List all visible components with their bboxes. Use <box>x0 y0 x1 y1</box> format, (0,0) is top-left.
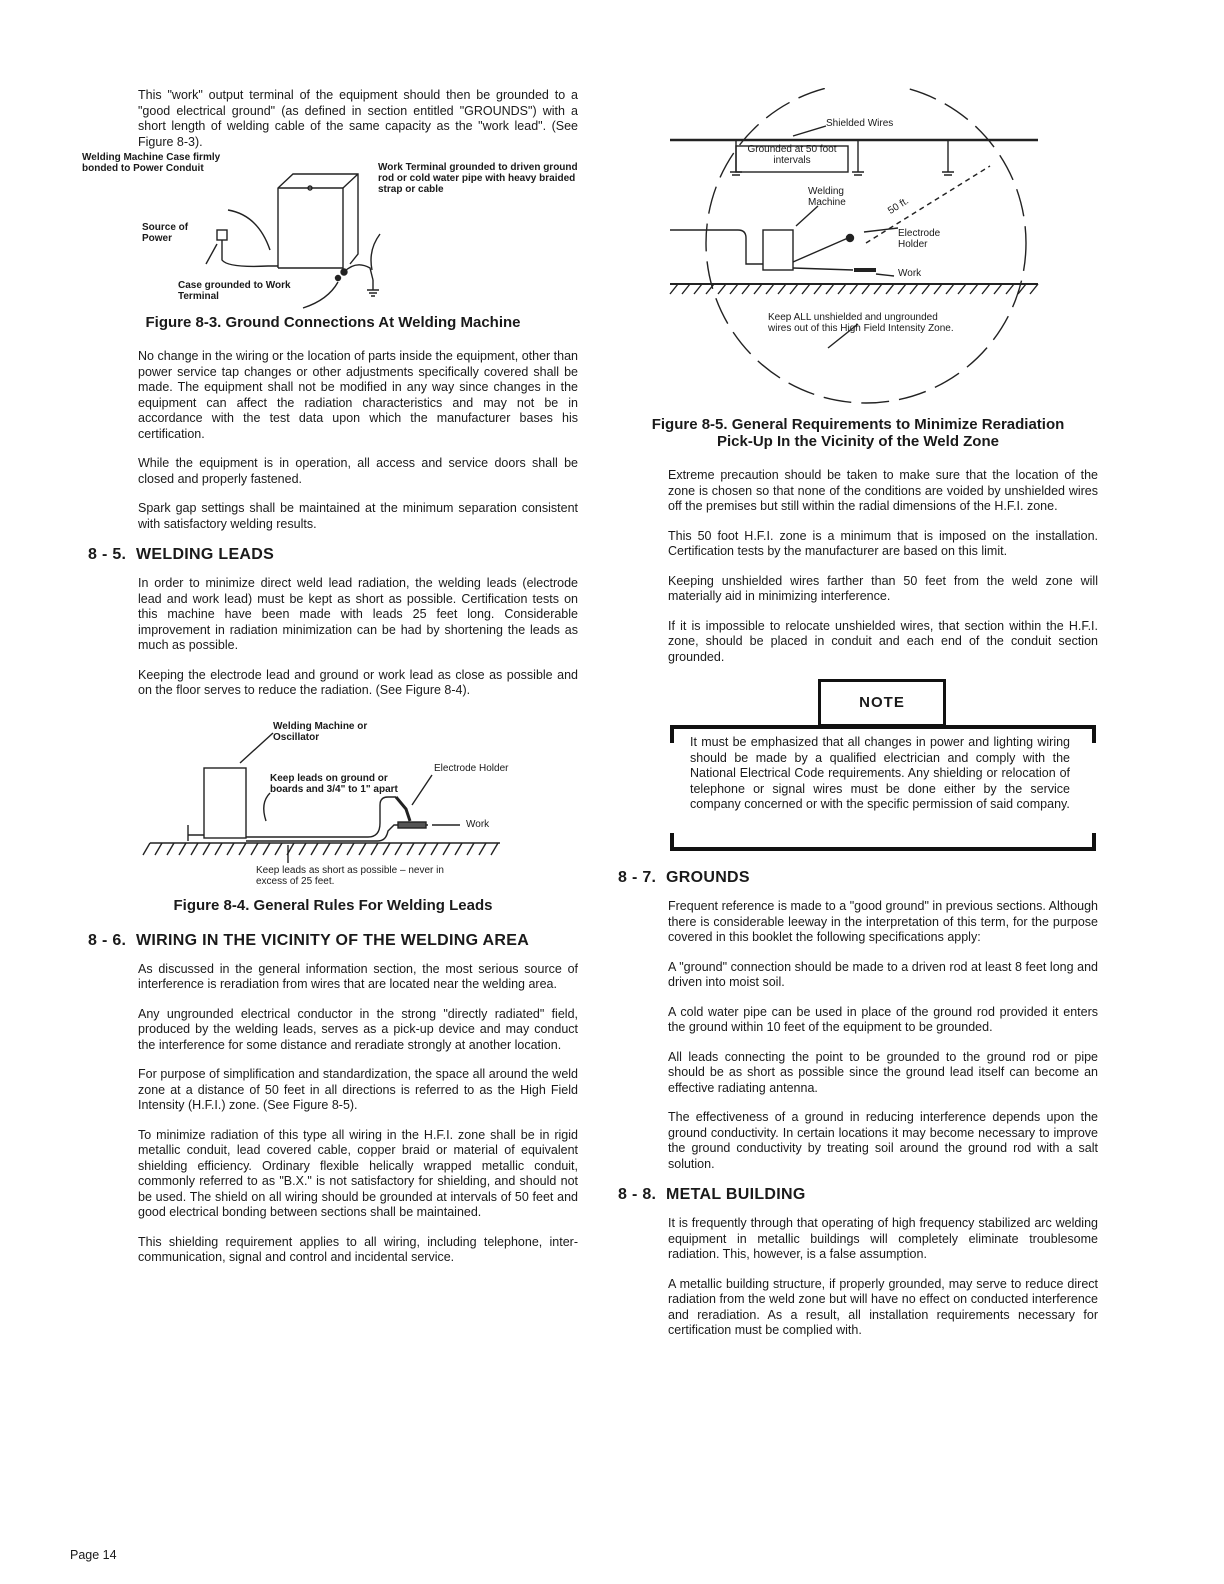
fig85-grounded-label: Grounded at 50 foot intervals <box>747 144 837 166</box>
caption-line-1: Figure 8-5. General Requirements to Minimize Reradiation <box>651 416 1065 433</box>
figure-8-5-drawing <box>618 88 1098 408</box>
figure-8-4 <box>88 713 578 893</box>
paragraph-cold-water-pipe: A cold water pipe can be used in place of the ground rod provided it enters the ground within 10 feet of the equipment to be grounded. <box>668 1004 1098 1034</box>
paragraph-weld-lead-radiation: In order to minimize direct weld lead radiation, the welding leads (electrode lead and work lead) must be kept as short as possible. Certification tests on this machine have been made with leads 25 feet long. Considerable improvement in radiation minimization can be had by shortening the leads as much as possible. <box>138 576 578 652</box>
intro-paragraph: This "work" output terminal of the equipment should then be grounded to a "good electrical ground" (as defined in section entitled "GROUNDS") with a short length of welding cable of the same capacity as the "work lead". (See Figure 8-3). <box>138 88 578 149</box>
paragraph-reradiation: As discussed in the general information section, the most serious source of interference is reradiation from wires that are located near the welding area. <box>138 961 578 991</box>
fig85-holder-label: Electrode Holder <box>898 228 941 250</box>
paragraph-metal-building: It is frequently through that operating of high frequency stabilized arc welding equipment in metallic buildings will completely eliminate troublesome radiation. This, however, is a false assumption. <box>668 1216 1098 1261</box>
right-column <box>618 88 1098 1353</box>
figure-8-3-caption: Figure 8-3. Ground Connections At Welding Machine <box>145 314 521 331</box>
fig85-50ft-label: 50 ft. <box>886 195 911 217</box>
section-title: GROUNDS <box>666 869 750 886</box>
fig84-keep-label: Keep leads on ground or boards and 3/4" to 1" apart <box>270 772 398 795</box>
fig83-case-label: Welding Machine Case firmly bonded to Power Conduit <box>82 152 221 174</box>
fig83-work-terminal-label: Work Terminal grounded to driven ground rod or cold water pipe with heavy braided strap or cable <box>378 162 578 195</box>
note-box <box>670 725 1096 851</box>
paragraph-keep-leads-close: Keeping the electrode lead and ground or work lead as close as possible and on the floor serves to reduce the radiation. (See Figure 8-4). <box>138 667 578 697</box>
paragraph-shielding-applies: This shielding requirement applies to all wiring, including telephone, inter-communication, signal and control and incidental service. <box>138 1234 578 1264</box>
section-8-6-heading <box>88 932 578 950</box>
figure-8-5 <box>618 88 1098 408</box>
page-number: Page 14 <box>70 1548 117 1562</box>
fig85-machine-label: Welding Machine <box>808 186 846 208</box>
fig84-short-label: Keep leads as short as possible – never in excess of 25 feet. <box>256 864 444 887</box>
figure-8-4-caption: Figure 8-4. General Rules For Welding Leads <box>173 896 493 914</box>
section-title: WELDING LEADS <box>136 546 275 563</box>
paragraph-metal-structure: A metallic building structure, if properly grounded, may serve to reduce direct radiation from the weld zone but will have no effect on conducted interference and reradiation. As a result, all installation requirements necessary for certification must be complied with. <box>668 1276 1098 1337</box>
section-8-8-heading <box>618 1186 1098 1204</box>
paragraph-short-leads: All leads connecting the point to be grounded to the ground rod or pipe should be as short as possible since the ground lead itself can become an effective radiating antenna. <box>668 1049 1098 1095</box>
note-text: It must be emphasized that all changes in power and lighting wiring should be made by a qualified electrician and comply with the National Electrical Code requirements. Any shielding or relocation of telephone or signal wires must be done either by the service company concerned or with the specific permission of said company. <box>690 735 1070 811</box>
fig84-work-label: Work <box>466 818 490 830</box>
section-number: 8 - 7. <box>618 869 657 886</box>
section-title: METAL BUILDING <box>666 1186 806 1203</box>
paragraph-doors: While the equipment is in operation, all access and service doors shall be closed and properly fastened. <box>138 456 578 486</box>
section-title: WIRING IN THE VICINITY OF THE WELDING AREA <box>136 931 530 949</box>
note-block <box>618 679 1098 849</box>
fig84-machine-label: Welding Machine or Oscillator <box>273 720 368 743</box>
figure-8-3 <box>82 152 578 310</box>
section-number: 8 - 6. <box>88 931 127 949</box>
section-8-7-heading <box>618 869 1098 887</box>
paragraph-hfi-zone: For purpose of simplification and standardization, the space all around the weld zone at a distance of 50 feet in all directions is referred to as the High Field Intensity (H.F.I.) zone. (See Figure 8-5). <box>138 1067 578 1112</box>
fig83-source-label: Source of Power <box>142 222 189 244</box>
fig83-case-grounded-label: Case grounded to Work Terminal <box>178 280 291 302</box>
caption-line-2: Pick-Up In the Vicinity of the Weld Zone <box>717 433 999 450</box>
paragraph-driven-rod: A "ground" connection should be made to a driven rod at least 8 feet long and driven into moist soil. <box>668 959 1098 989</box>
fig85-work-label: Work <box>898 268 922 279</box>
paragraph-spark-gap: Spark gap settings shall be maintained at the minimum separation consistent with satisfactory welding results. <box>138 501 578 531</box>
paragraph-no-change: No change in the wiring or the location of parts inside the equipment, other than power service tap changes or other adjustments specifically covered shall be made. The equipment shall not be modified in any way since changes in the equipment can affect the radiation characteristics and may not be in accordance with the test data upon which the manufacturer bases his certification. <box>138 349 578 441</box>
note-title: NOTE <box>818 679 946 727</box>
left-column <box>82 88 578 1280</box>
section-number: 8 - 8. <box>618 1186 657 1203</box>
section-8-5-heading <box>88 546 578 564</box>
paragraph-farther: Keeping unshielded wires farther than 50 feet from the weld zone will materially aid in minimizing interference. <box>668 573 1098 603</box>
paragraph-50-foot-minimum: This 50 foot H.F.I. zone is a minimum that is imposed on the installation. Certification tests by the manufacturer are based on this limit. <box>668 528 1098 558</box>
paragraph-ungrounded-conductor: Any ungrounded electrical conductor in the strong "directly radiated" field, produced by the welding leads, serves as a pick-up device and may conduct the interference for some distance and reradiate strongly at another location. <box>138 1006 578 1052</box>
paragraph-good-ground: Frequent reference is made to a "good ground" in previous sections. Although there is considerable leeway in the interpretation of this term, for the purpose covered in this booklet the following specifications apply: <box>668 899 1098 944</box>
fig84-holder-label: Electrode Holder <box>434 762 509 774</box>
paragraph-conduit: To minimize radiation of this type all wiring in the H.F.I. zone shall be in rigid metallic conduit, lead covered cable, copper braid or material of equivalent shielding efficiency. Ordinary flexible helically wrapped metallic conduit, commonly referred to as "B.X." is not satisfactory for shielding, and should not be used. The shield on all wiring should be grounded at intervals of 50 feet and good electrical bonding between sections shall be maintained. <box>138 1127 578 1219</box>
section-number: 8 - 5. <box>88 546 127 563</box>
fig85-keep-label: Keep ALL unshielded and ungrounded wires out of this High Field Intensity Zone. <box>768 312 954 334</box>
paragraph-conductivity: The effectiveness of a ground in reducing interference depends upon the ground conductivity. In certain locations it may become necessary to improve the ground conductivity by treating soil around the ground rod with a salt solution. <box>668 1110 1098 1171</box>
paragraph-extreme-precaution: Extreme precaution should be taken to make sure that the location of the zone is chosen so that none of the conditions are voided by unshielded wires off the premises but still within the radial dimensions of the H.F.I. zone. <box>668 468 1098 513</box>
figure-8-5-caption <box>618 416 1098 450</box>
fig85-shielded-label: Shielded Wires <box>826 118 894 129</box>
paragraph-relocate: If it is impossible to relocate unshielded wires, that section within the H.F.I. zone, should be placed in conduit and each end of the conduit section grounded. <box>668 618 1098 664</box>
